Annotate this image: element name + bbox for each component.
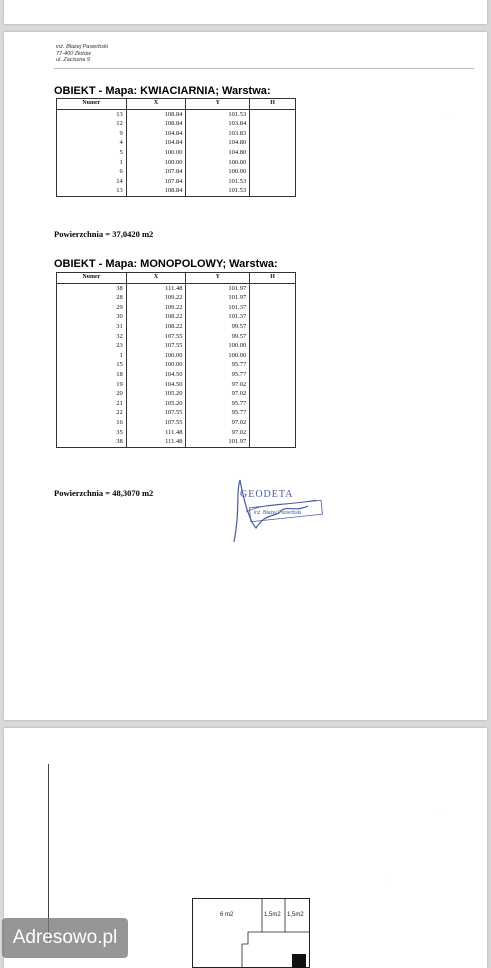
cell-h — [250, 418, 296, 428]
cell-x: 108.84 — [126, 186, 186, 196]
table-row — [57, 312, 296, 322]
cell-y: 101.53 — [186, 109, 250, 119]
cell-y: 97.02 — [186, 389, 250, 399]
cell-h — [250, 158, 296, 168]
cell-h — [250, 148, 296, 158]
cell-y: 101.37 — [186, 303, 250, 313]
cell-x: 111.48 — [126, 283, 186, 293]
cell-h — [250, 332, 296, 342]
table-body — [57, 109, 296, 196]
cell-numer: 5 — [57, 148, 127, 158]
cell-y: 95.77 — [186, 370, 250, 380]
cell-h — [250, 312, 296, 322]
area-monopolowy: Powierzchnia = 48,3070 m2 — [54, 488, 154, 498]
col-header-h: H — [250, 99, 296, 110]
cell-x: 104.84 — [126, 129, 186, 139]
table-row — [57, 360, 296, 370]
cell-numer: 31 — [57, 322, 127, 332]
cell-h — [250, 341, 296, 351]
scan-speck: · · — [444, 116, 450, 122]
surveyor-header — [56, 44, 108, 64]
cell-h — [250, 351, 296, 361]
cell-y: 100.00 — [186, 351, 250, 361]
cell-numer: 29 — [57, 303, 127, 313]
cell-numer: 16 — [57, 418, 127, 428]
coordinates-table-kwiaciarnia — [56, 98, 296, 197]
table-row — [57, 138, 296, 148]
cell-x: 109.22 — [126, 303, 186, 313]
cell-y: 101.97 — [186, 437, 250, 447]
table-row — [57, 303, 296, 313]
cell-x: 107.84 — [126, 167, 186, 177]
cell-h — [250, 303, 296, 313]
cell-y: 97.02 — [186, 428, 250, 438]
cell-y: 99.57 — [186, 322, 250, 332]
table-row — [57, 322, 296, 332]
cell-numer: 9 — [57, 129, 127, 139]
cell-y: 95.77 — [186, 360, 250, 370]
cell-numer: 32 — [57, 332, 127, 342]
cell-h — [250, 437, 296, 447]
cell-x: 108.84 — [126, 109, 186, 119]
table-row — [57, 186, 296, 196]
cell-numer: 20 — [57, 389, 127, 399]
scan-speck: · — [388, 878, 390, 884]
scan-speck: · · — [438, 810, 444, 816]
col-header-numer: Numer — [57, 273, 127, 284]
cell-numer: 4 — [57, 138, 127, 148]
cell-numer: 13 — [57, 186, 127, 196]
stamp-name: inż. Błażej Pasierbski — [254, 510, 302, 516]
cell-numer: 6 — [57, 167, 127, 177]
cell-h — [250, 177, 296, 187]
col-header-y: Y — [186, 273, 250, 284]
cell-numer: 14 — [57, 177, 127, 187]
cell-numer: 28 — [57, 293, 127, 303]
cell-h — [250, 109, 296, 119]
cell-y: 95.77 — [186, 399, 250, 409]
table-row — [57, 293, 296, 303]
cell-numer: 1 — [57, 351, 127, 361]
cell-x: 108.22 — [126, 322, 186, 332]
table-row — [57, 177, 296, 187]
cell-x: 108.84 — [126, 119, 186, 129]
col-header-x: X — [126, 273, 186, 284]
cell-h — [250, 293, 296, 303]
adresowo-watermark: Adresowo.pl — [2, 918, 128, 958]
table-row — [57, 283, 296, 293]
cell-x: 111.48 — [126, 437, 186, 447]
cell-numer: 30 — [57, 312, 127, 322]
cell-numer: 19 — [57, 380, 127, 390]
object-title-monopolowy: OBIEKT - Mapa: MONOPOLOWY; Warstwa: — [54, 258, 278, 270]
cell-x: 100.00 — [126, 158, 186, 168]
stamp-title: GEODETA — [240, 489, 294, 500]
cell-x: 107.55 — [126, 332, 186, 342]
cell-x: 104.84 — [126, 138, 186, 148]
cell-y: 103.83 — [186, 129, 250, 139]
table-row — [57, 341, 296, 351]
document-page — [4, 32, 487, 720]
cell-x: 105.20 — [126, 389, 186, 399]
cell-x: 107.55 — [126, 408, 186, 418]
table-row — [57, 399, 296, 409]
cell-x: 100.00 — [126, 360, 186, 370]
col-header-x: X — [126, 99, 186, 110]
cell-h — [250, 129, 296, 139]
cell-h — [250, 380, 296, 390]
cell-numer: 22 — [57, 408, 127, 418]
cell-numer: 15 — [57, 360, 127, 370]
cell-numer: 1 — [57, 158, 127, 168]
cell-x: 109.22 — [126, 293, 186, 303]
area-kwiaciarnia: Powierzchnia = 37,0420 m2 — [54, 229, 154, 239]
cell-y: 99.57 — [186, 332, 250, 342]
cell-y: 104.80 — [186, 138, 250, 148]
floor-plan-drawing — [192, 898, 310, 968]
cell-h — [250, 186, 296, 196]
cell-h — [250, 138, 296, 148]
cell-h — [250, 370, 296, 380]
table-row — [57, 129, 296, 139]
table-row — [57, 428, 296, 438]
cell-y: 104.80 — [186, 148, 250, 158]
table-row — [57, 408, 296, 418]
cell-y: 97.02 — [186, 418, 250, 428]
cell-y: 101.37 — [186, 312, 250, 322]
col-header-h: H — [250, 273, 296, 284]
cell-y: 100.00 — [186, 158, 250, 168]
cell-y: 103.84 — [186, 119, 250, 129]
table-row — [57, 437, 296, 447]
cell-h — [250, 389, 296, 399]
cell-h — [250, 428, 296, 438]
previous-page — [4, 0, 487, 24]
table-row — [57, 351, 296, 361]
cell-y: 100.00 — [186, 167, 250, 177]
table-row — [57, 148, 296, 158]
cell-x: 107.84 — [126, 177, 186, 187]
cell-x: 104.50 — [126, 380, 186, 390]
cell-h — [250, 408, 296, 418]
plan-label-room1: 6 m2 — [220, 912, 234, 918]
header-line-name: inż. Błażej Pasierbski — [56, 44, 108, 50]
cell-y: 100.00 — [186, 341, 250, 351]
table-body — [57, 283, 296, 447]
table-row — [57, 167, 296, 177]
table-row — [57, 389, 296, 399]
cell-h — [250, 167, 296, 177]
table-row — [57, 418, 296, 428]
cell-h — [250, 399, 296, 409]
cell-numer: 18 — [57, 370, 127, 380]
cell-x: 111.48 — [126, 428, 186, 438]
table-row — [57, 158, 296, 168]
cell-x: 107.55 — [126, 418, 186, 428]
plan-border-line — [48, 764, 49, 944]
cell-x: 107.55 — [126, 341, 186, 351]
cell-x: 105.20 — [126, 399, 186, 409]
cell-h — [250, 360, 296, 370]
table-row — [57, 109, 296, 119]
plan-label-room3: 1,5m2 — [287, 912, 304, 918]
cell-numer: 23 — [57, 341, 127, 351]
header-line-city: 77-400 Złotów — [56, 50, 91, 57]
header-divider — [54, 68, 474, 69]
table-row — [57, 119, 296, 129]
cell-numer: 38 — [57, 437, 127, 447]
table-row — [57, 370, 296, 380]
cell-y: 97.02 — [186, 380, 250, 390]
cell-numer: 38 — [57, 283, 127, 293]
cell-h — [250, 322, 296, 332]
plan-label-room2: 1,5m2 — [264, 912, 281, 918]
cell-x: 100.00 — [126, 351, 186, 361]
cell-y: 101.53 — [186, 186, 250, 196]
cell-y: 101.97 — [186, 293, 250, 303]
cell-y: 95.77 — [186, 408, 250, 418]
cell-x: 100.00 — [126, 148, 186, 158]
cell-numer: 21 — [57, 399, 127, 409]
cell-x: 104.50 — [126, 370, 186, 380]
cell-numer: 12 — [57, 119, 127, 129]
cell-x: 108.22 — [126, 312, 186, 322]
cell-numer: 35 — [57, 428, 127, 438]
table-row — [57, 380, 296, 390]
cell-y: 101.53 — [186, 177, 250, 187]
coordinates-table-monopolowy — [56, 272, 296, 448]
col-header-numer: Numer — [57, 99, 127, 110]
table-row — [57, 332, 296, 342]
header-line-street: ul. Zacisznа 9 — [56, 57, 90, 63]
cell-h — [250, 283, 296, 293]
cell-y: 101.97 — [186, 283, 250, 293]
col-header-y: Y — [186, 99, 250, 110]
object-title-kwiaciarnia: OBIEKT - Mapa: KWIACIARNIA; Warstwa: — [54, 85, 271, 97]
cell-h — [250, 119, 296, 129]
cell-numer: 13 — [57, 109, 127, 119]
